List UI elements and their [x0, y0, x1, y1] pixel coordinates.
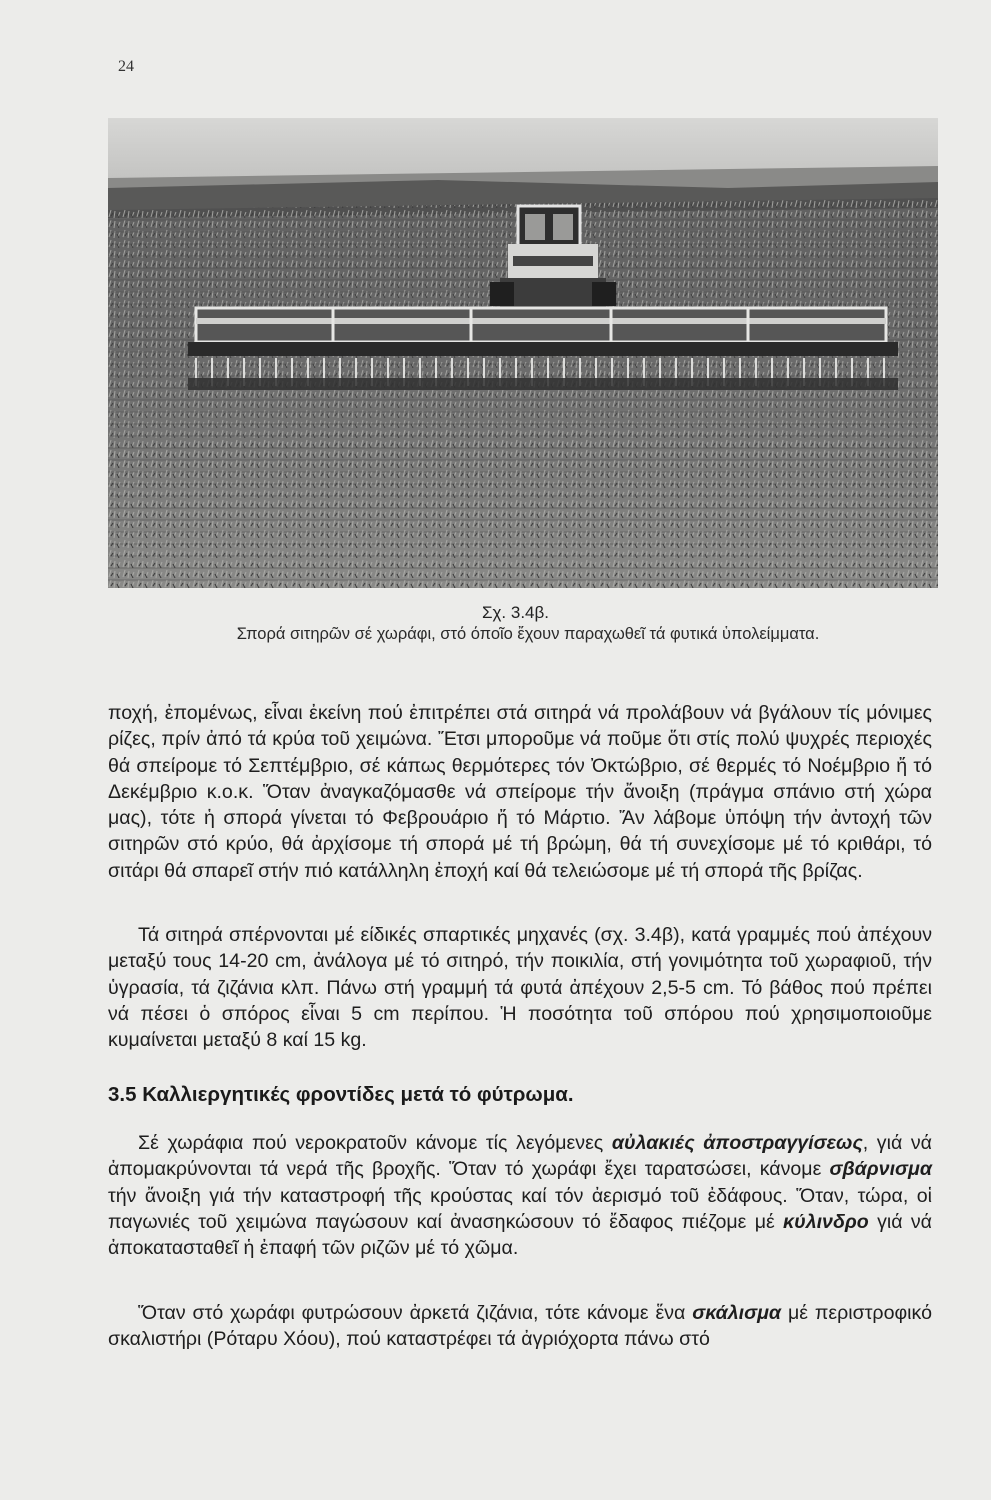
paragraph-3-part-3: τήν ἄνοιξη γιά τήν καταστροφή τῆς κρούστας καί τόν ἀερισμό τοῦ ἐδάφους. Ὅταν, τώρα, οἱ παγωνιές τοῦ χειμώνα παγώσουν καί ἀνασηκώσουν τό ἔδαφος πιέζομε μέ [108, 1184, 932, 1233]
paragraph-3-part-1: Σέ χωράφια πού νεροκρατοῦν κάνομε τίς λεγόμενες [138, 1132, 612, 1154]
tractor-seed-drill-photo [108, 118, 938, 588]
paragraph-2 [108, 922, 932, 1053]
paragraph-1-text: ποχή, ἐπομένως, εἶναι ἐκείνη πού ἐπιτρέπει στά σιτηρά νά προλάβουν νά βγάλουν τίς μόνιμες ρίζες, πρίν ἀπό τά κρύα τοῦ χειμώνα. Ἔτσι μποροῦμε νά ποῦμε ὅτι στίς πολύ ψυχρές περιοχές θά σπείρομε τό Σεπτέμβριο, σέ κάπως θερμότερες τόν Ὀκτώβριο, σέ θερμές τό Νοέμβριο ἤ τό Δεκέμβριο κ.ο.κ. Ὅταν ἀναγκαζόμασθε νά σπείρομε τήν ἄνοιξη (πράγμα σπάνιο στή χώρα μας), τότε ἡ σπορά γίνεται τό Φεβρουάριο ἤ τό Μάρτιο. Ἄν λάβομε ὑπόψη τήν ἀντοχή τῶν σιτηρῶν στό κρύο, θά ἀρχίσομε τή σπορά μέ τή βρώμη, θά τή συνεχίσομε μέ τό κριθάρι, τό σιτάρι θά σπαρεῖ στήν πιό κατάλληλη ἐποχή καί θά τελειώσομε μέ τή σπορά τῆς βρίζας. [108, 702, 932, 882]
term-harrowing: σβάρνισμα [829, 1158, 932, 1181]
figure-caption: Σπορά σιτηρῶν σέ χωράφι, στό όποῖο ἔχουν παραχωθεῖ τά φυτικά ὑπολείμματα. [236, 625, 820, 643]
term-hoeing: σκάλισμα [692, 1302, 782, 1324]
term-drainage-furrows: αὐλακιές ἀποστραγγίσεως [611, 1132, 863, 1154]
page-number: 24 [118, 58, 134, 75]
paragraph-4-text [108, 1300, 932, 1353]
section-heading: 3.5 Καλλιεργητικές φροντίδες μετά τό φύτρωμα. [108, 1083, 574, 1106]
figure-photo [108, 118, 938, 588]
paragraph-3 [108, 1130, 932, 1261]
paragraph-4-part-1: Ὅταν στό χωράφι φυτρώσουν ἀρκετά ζιζάνια, τότε κάνομε ἕνα [138, 1302, 693, 1324]
paragraph-3-part-2: , γιά νά ἀπομακρύνονται τά νερά τῆς βροχῆς. Ὅταν τό χωράφι ἔχει ταρατσώσει, κάνομε [108, 1132, 932, 1181]
term-roller: κύλινδρο [783, 1210, 869, 1233]
paragraph-4 [108, 1300, 932, 1353]
figure-label: Σχ. 3.4β. [481, 603, 549, 622]
paragraph-1 [108, 700, 932, 884]
paragraph-2-text: Τά σιτηρά σπέρνονται μέ είδικές σπαρτικές μηχανές (σχ. 3.4β), κατά γραμμές πού ἀπέχουν μεταξύ τους 14-20 cm, ἀνάλογα μέ τό σιτηρό, τήν ποικιλία, στή γονιμότητα τοῦ χωραφιοῦ, τήν ὑγρασία, τά ζιζάνια κλπ. Πάνω στή γραμμή τά φυτά ἀπέχουν 2,5-5 cm. Τό βάθος πού πρέπει νά πέσει ὁ σπόρος εἶναι 5 cm περίπου. Ἡ ποσότητα τοῦ σπόρου πού χρησιμοποιοῦμε κυμαίνεται μεταξύ 8 καί 15 kg. [108, 924, 932, 1052]
paragraph-3-text [108, 1130, 932, 1261]
paragraph-4-part-2: μέ περιστροφικό σκαλιστήρι (Ρόταρυ Χόου), πού καταστρέφει τά ἀγριόχορτα πάνω στό [108, 1302, 932, 1351]
paragraph-3-part-4: γιά νά ἀποκατασταθεῖ ἡ ἐπαφή τῶν ριζῶν μέ τό χῶμα. [108, 1210, 932, 1260]
